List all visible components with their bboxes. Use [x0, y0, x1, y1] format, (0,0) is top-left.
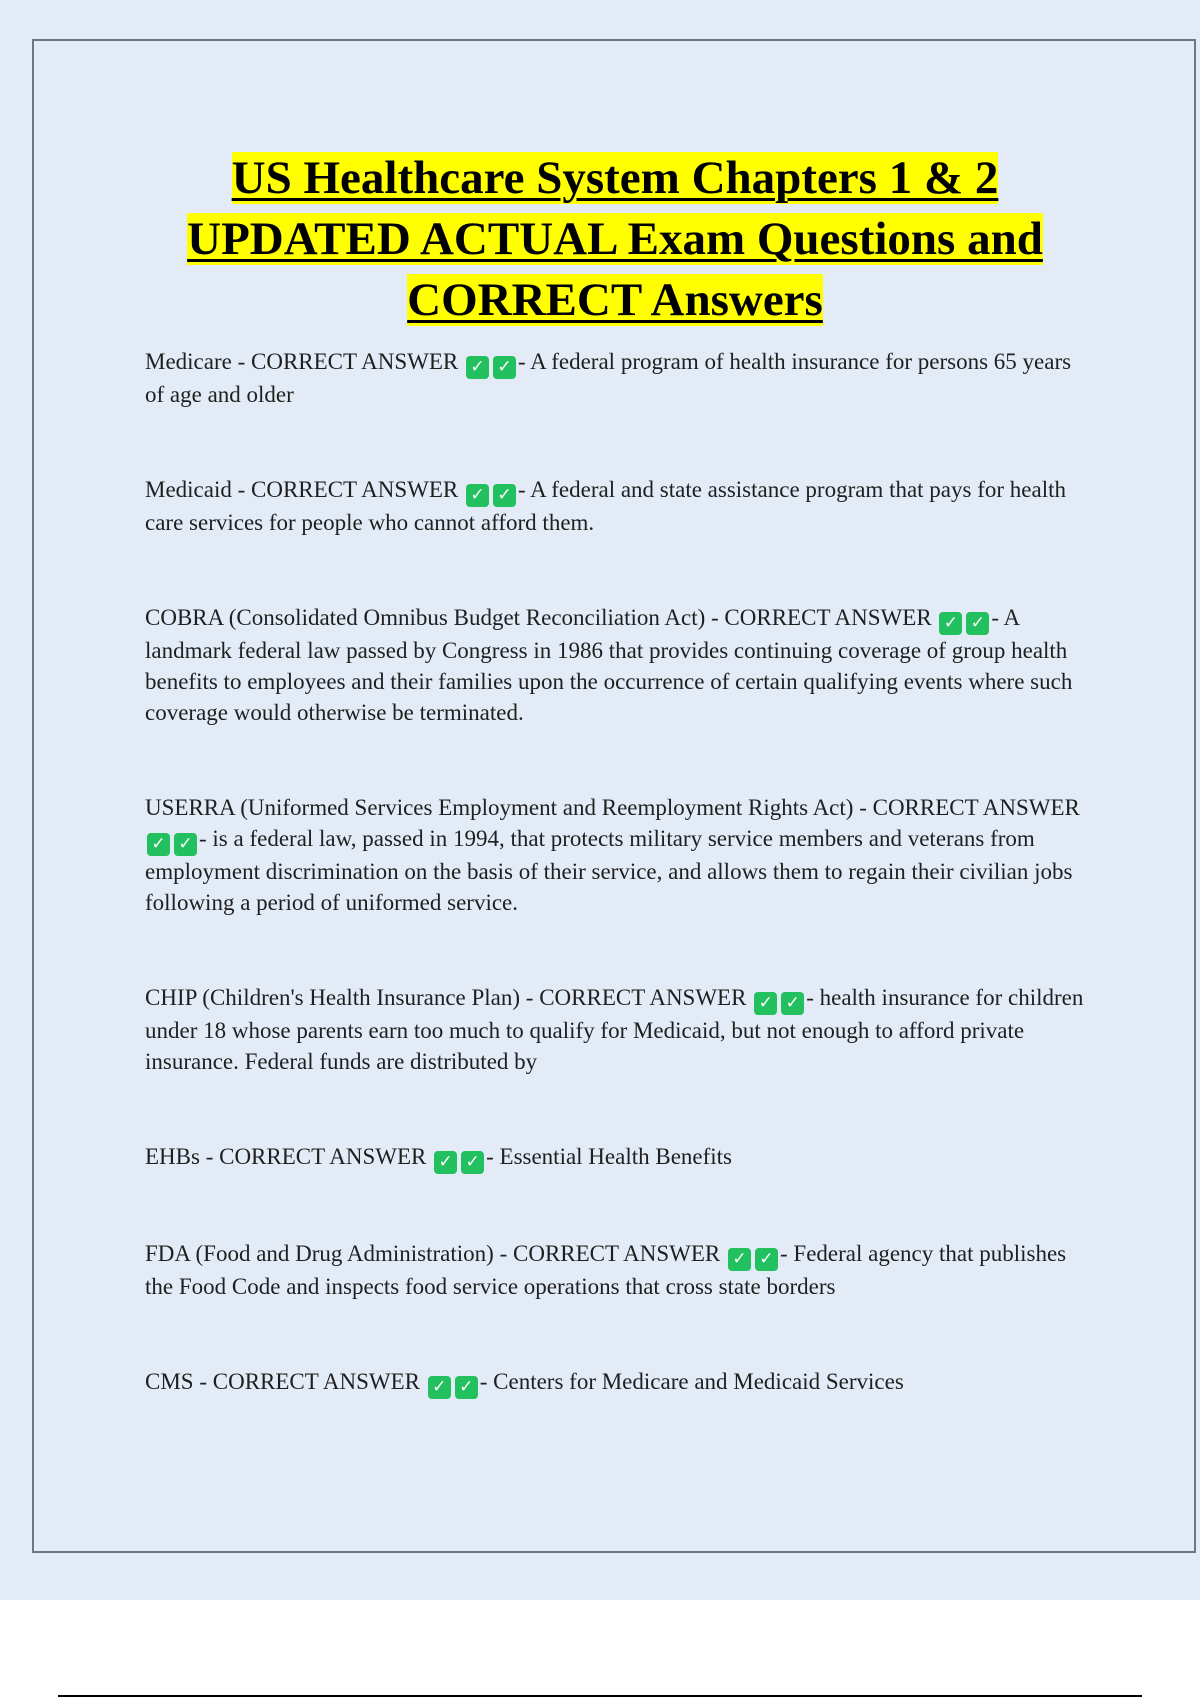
check-mark-icon: ✓ — [493, 484, 516, 507]
check-mark-icon: ✓ — [455, 1376, 478, 1399]
title-line-2: UPDATED ACTUAL Exam Questions and — [187, 213, 1043, 265]
title-line-1: US Healthcare System Chapters 1 & 2 — [231, 152, 999, 204]
check-mark-icon: ✓ — [754, 992, 777, 1015]
qa-entry-medicare — [145, 346, 1090, 410]
check-mark-icon: ✓ — [461, 1151, 484, 1174]
entry-term: USERRA (Uniformed Services Employment and Reemployment Rights Act) - CORRECT ANSWER — [145, 795, 1080, 820]
entry-answer: - Essential Health Benefits — [486, 1144, 733, 1169]
entry-term: Medicaid - CORRECT ANSWER — [145, 477, 459, 502]
entry-answer: - health insurance for children under 18 whose parents earn too much to qualify for Medicaid, but not enough to afford private insurance. Federal funds are distributed by — [145, 985, 1084, 1074]
document-title — [120, 148, 1110, 331]
check-mark-icon: ✓ — [466, 484, 489, 507]
entry-term: Medicare - CORRECT ANSWER — [145, 349, 459, 374]
title-line-3: CORRECT Answers — [407, 274, 823, 326]
entry-term: EHBs - CORRECT ANSWER — [145, 1144, 427, 1169]
check-mark-icon: ✓ — [434, 1151, 457, 1174]
check-mark-icon: ✓ — [428, 1376, 451, 1399]
check-mark-icon: ✓ — [781, 992, 804, 1015]
entry-answer: - Federal agency that publishes the Food Code and inspects food service operations that cross state borders — [145, 1241, 1067, 1299]
check-mark-icon: ✓ — [466, 356, 489, 379]
qa-list — [145, 346, 1090, 1463]
entry-answer: - A federal and state assistance program that pays for health care services for people who cannot afford them. — [145, 477, 1066, 535]
entry-answer: - A federal program of health insurance for persons 65 years of age and older — [145, 349, 1072, 407]
entry-term: CHIP (Children's Health Insurance Plan) - CORRECT ANSWER — [145, 985, 747, 1010]
check-mark-icon: ✓ — [728, 1248, 751, 1271]
entry-term: COBRA (Consolidated Omnibus Budget Reconciliation Act) - CORRECT ANSWER — [145, 605, 932, 630]
entry-term: FDA (Food and Drug Administration) - CORRECT ANSWER — [145, 1241, 721, 1266]
qa-entry-cobra — [145, 602, 1090, 728]
qa-entry-userra — [145, 792, 1090, 918]
check-mark-icon: ✓ — [966, 612, 989, 635]
entry-answer: - is a federal law, passed in 1994, that protects military service members and veterans from employment discrimination on the basis of their service, and allows them to regain their civilian jobs following a period of uniformed service. — [145, 826, 1073, 915]
qa-entry-fda — [145, 1238, 1090, 1302]
qa-entry-chip — [145, 982, 1090, 1077]
check-mark-icon: ✓ — [147, 833, 170, 856]
check-mark-icon: ✓ — [755, 1248, 778, 1271]
check-mark-icon: ✓ — [174, 833, 197, 856]
entry-term: CMS - CORRECT ANSWER — [145, 1369, 420, 1394]
qa-entry-ehbs — [145, 1141, 1090, 1174]
entry-answer: - Centers for Medicare and Medicaid Services — [479, 1369, 904, 1394]
qa-entry-medicaid — [145, 474, 1090, 538]
footer-divider — [58, 1695, 1142, 1697]
qa-entry-cms — [145, 1366, 1090, 1399]
entry-answer: - A landmark federal law passed by Congress in 1986 that provides continuing coverage of group health benefits to employees and their families upon the occurrence of certain qualifying events where such coverage would otherwise be terminated. — [145, 605, 1073, 725]
check-mark-icon: ✓ — [493, 356, 516, 379]
check-mark-icon: ✓ — [939, 612, 962, 635]
